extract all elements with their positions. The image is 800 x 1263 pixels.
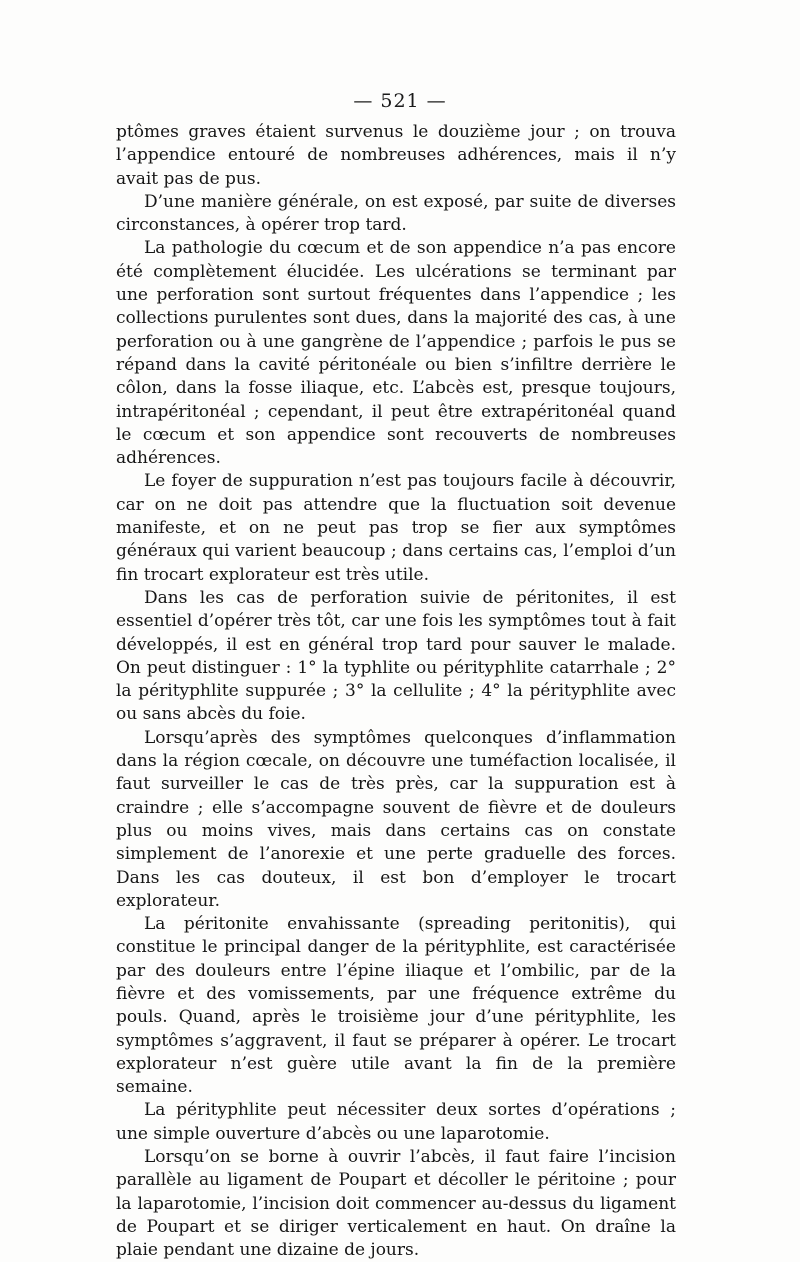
- paragraph: La pérityphlite peut nécessiter deux sortes d’opérations ; une simple ouverture d’abcès ou une laparotomie.: [116, 1100, 676, 1144]
- paragraph: Dans les cas de perforation suivie de péritonites, il est essentiel d’opérer très tôt, car une fois les symptômes tout à fait développés, il est en général trop tard pour sauver le malade. On peut distinguer : 1° la typhlite ou pérityphlite catarrhale ; 2° la pérityphlite suppurée ; 3° la cellulite ; 4° la pérityphlite avec ou sans abcès du foie.: [116, 587, 676, 725]
- paragraph: Le foyer de suppuration n’est pas toujours facile à découvrir, car on ne doit pas attendre que la fluctuation soit devenue manifeste, et on ne peut pas trop se fier aux symptômes généraux qui varient beaucoup ; dans certains cas, l’emploi d’un fin trocart explorateur est très utile.: [116, 471, 676, 585]
- page-number: — 521 —: [353, 90, 447, 112]
- paragraph: Lorsqu’on se borne à ouvrir l’abcès, il faut faire l’incision parallèle au ligament de Poupart et décoller le péritoine ; pour la laparotomie, l’incision doit commencer au-dessus du ligament de Poupart et se diriger verticalement en haut. On draîne la plaie pendant une dizaine de jours.: [116, 1147, 676, 1261]
- body-text: [116, 121, 676, 1263]
- paragraph: La péritonite envahissante (spreading peritonitis), qui constitue le principal danger de la pérityphlite, est caractérisée par des douleurs entre l’épine iliaque et l’ombilic, par de la fièvre et des vomissements, par une fréquence extrême du pouls. Quand, après le troisième jour d’une pérityphlite, les symptômes s’aggravent, il faut se préparer à opérer. Le trocart explorateur n’est guère utile avant la fin de la première semaine.: [116, 914, 676, 1098]
- paragraph: Lorsqu’après des symptômes quelconques d’inflammation dans la région cœcale, on découvre une tuméfaction localisée, il faut surveiller le cas de très près, car la suppuration est à craindre ; elle s’accompagne souvent de fièvre et de douleurs plus ou moins vives, mais dans certains cas on constate simplement de l’anorexie et une perte graduelle des forces. Dans les cas douteux, il est bon d’employer le trocart explorateur.: [116, 727, 676, 911]
- paragraph: La pathologie du cœcum et de son appendice n’a pas encore été complètement élucidée. Les ulcérations se terminant par une perforation sont surtout fréquentes dans l’appendice ; les collections purulentes sont dues, dans la majorité des cas, à une perforation ou à une gangrène de l’appendice ; parfois le pus se répand dans la cavité péritonéale ou bien s’infiltre derrière le côlon, dans la fosse iliaque, etc. L’abcès est, presque toujours, intrapéritonéal ; cependant, il peut être extrapéritonéal quand le cœcum et son appendice sont recouverts de nombreuses adhérences.: [116, 238, 676, 469]
- paragraph-continuation: ptômes graves étaient survenus le douzième jour ; on trouva l’appendice entouré de nombreuses adhérences, mais il n’y avait pas de pus.: [116, 122, 676, 189]
- paragraph: D’une manière générale, on est exposé, par suite de diverses circonstances, à opérer trop tard.: [116, 191, 676, 236]
